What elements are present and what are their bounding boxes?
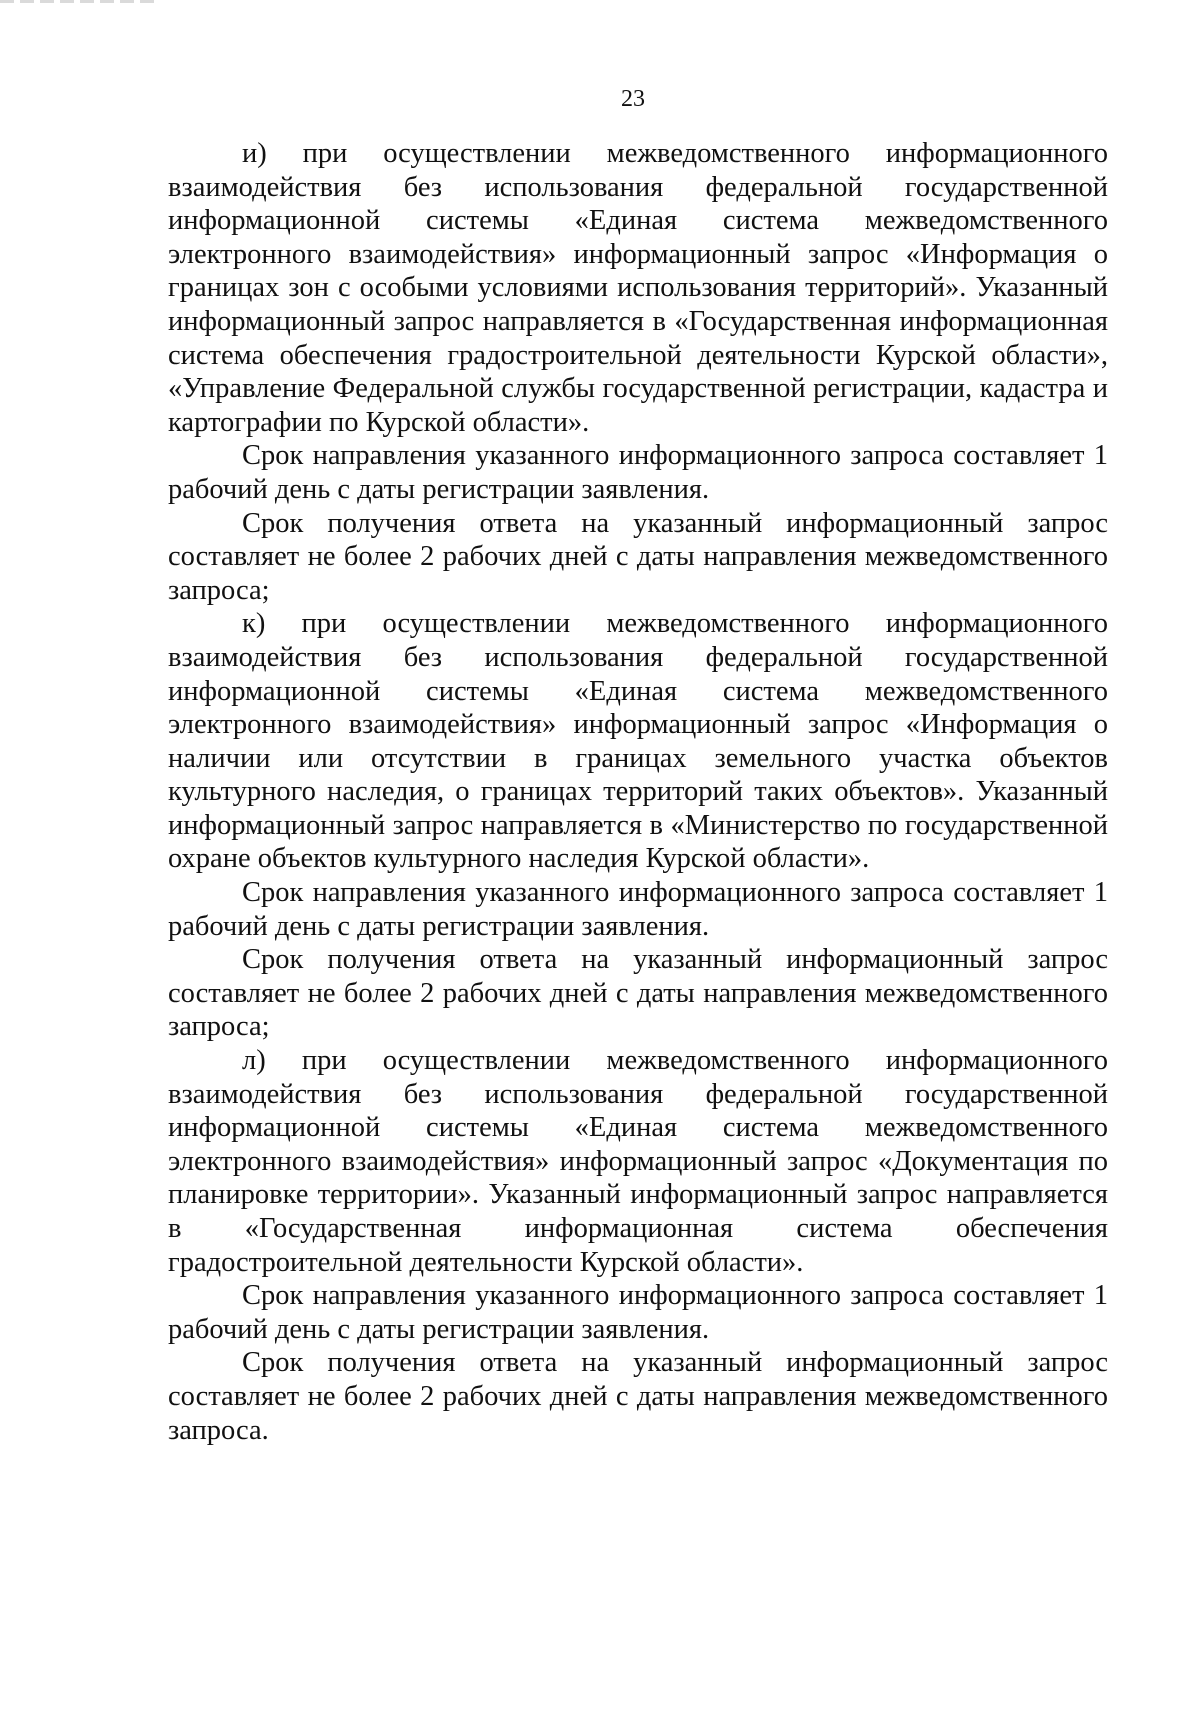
paragraph-response-deadline: Срок получения ответа на указанный информационный запрос составляет не более 2 рабочих дней с даты направления межведомственного запроса; <box>168 507 1108 606</box>
scan-artifact <box>0 0 160 3</box>
paragraph-response-deadline: Срок получения ответа на указанный информационный запрос составляет не более 2 рабочих дней с даты направления межведомственного запроса. <box>168 1347 1108 1446</box>
paragraph-send-deadline: Срок направления указанного информационного запроса составляет 1 рабочий день с даты регистрации заявления. <box>168 877 1108 942</box>
paragraph-i-request: и) при осуществлении межведомственного информационного взаимодействия без использования федеральной государственной информационной системы «Единая система межведомственного электронного взаимодействия» информационный запрос «Информация о границах зон с особыми условиями использования территорий». Указанный информационный запрос направляется в «Государственная информационная система обеспечения градостроительной деятельности Курской области», «Управление Федеральной службы государственной регистрации, кадастра и картографии по Курской области». <box>168 138 1108 438</box>
paragraph-k-request: к) при осуществлении межведомственного информационного взаимодействия без использования федеральной государственной информационной системы «Единая система межведомственного электронного взаимодействия» информационный запрос «Информация о наличии или отсутствии в границах земельного участка объектов культурного наследия, о границах территорий таких объектов». Указанный информационный запрос направляется в «Министерство по государственной охране объектов культурного наследия Курской области». <box>168 608 1108 875</box>
paragraph-response-deadline: Срок получения ответа на указанный информационный запрос составляет не более 2 рабочих дней с даты направления межведомственного запроса; <box>168 944 1108 1043</box>
paragraph-l-request: л) при осуществлении межведомственного информационного взаимодействия без использования федеральной государственной информационной системы «Единая система межведомственного электронного взаимодействия» информационный запрос «Документация по планировке территории». Указанный информационный запрос направляется в «Государственная информационная система обеспечения градостроительной деятельности Курской области». <box>168 1045 1108 1278</box>
body-text <box>168 137 1108 1447</box>
paragraph-send-deadline: Срок направления указанного информационного запроса составляет 1 рабочий день с даты регистрации заявления. <box>168 440 1108 505</box>
page-number: 23 <box>621 86 645 112</box>
paragraph-send-deadline: Срок направления указанного информационного запроса составляет 1 рабочий день с даты регистрации заявления. <box>168 1280 1108 1345</box>
